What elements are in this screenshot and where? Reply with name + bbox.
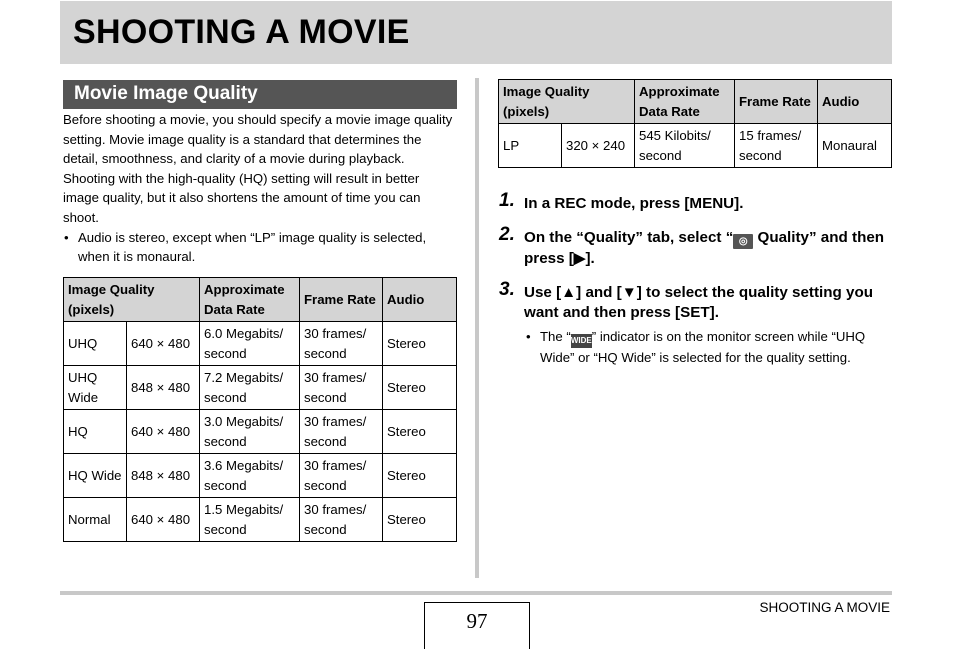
table-header-row <box>499 80 892 124</box>
cell-pixels: 320 × 240 <box>562 124 635 168</box>
cell-rate: 6.0 Megabits/ second <box>200 322 300 366</box>
wide-indicator-icon: WIDE <box>571 334 592 348</box>
step-text-pre: On the “Quality” tab, select “ <box>524 229 734 246</box>
cell-mode: Normal <box>64 498 127 542</box>
step-text: Use [▲] and [▼] to select the quality setting you want and then press [SET]. <box>524 284 874 321</box>
cell-pixels: 640 × 480 <box>127 498 200 542</box>
steps-list <box>498 190 898 368</box>
audio-note <box>63 228 457 267</box>
cell-rate: 3.6 Megabits/ second <box>200 454 300 498</box>
step-number: 3. <box>499 279 515 300</box>
cell-frames: 15 frames/ second <box>735 124 818 168</box>
step-3-note <box>498 327 898 368</box>
table-row <box>499 124 892 168</box>
cell-mode: HQ <box>64 410 127 454</box>
cell-pixels: 848 × 480 <box>127 454 200 498</box>
audio-note-text: Audio is stereo, except when “LP” image quality is selected, when it is monaural. <box>78 229 427 264</box>
header-data-rate: Approximate Data Rate <box>200 278 300 322</box>
column-divider <box>475 78 479 578</box>
header-quality: Image Quality (pixels) <box>64 278 200 322</box>
step-2 <box>498 224 898 269</box>
quality-table <box>63 277 457 542</box>
cell-mode: UHQ Wide <box>64 366 127 410</box>
step-1 <box>498 190 898 214</box>
page-title: SHOOTING A MOVIE <box>73 13 410 51</box>
cell-rate: 3.0 Megabits/ second <box>200 410 300 454</box>
note-text-post: ” indicator is on the monitor screen while “UHQ Wide” or “HQ Wide” is selected for the quality setting. <box>540 329 866 365</box>
intro-paragraph: Before shooting a movie, you should specify a movie image quality setting. Movie image quality is a standard that determines the detail, smoothness, and clarity of a movie during playback. Shooting with the high-quality (HQ) setting will result in better image quality, but it also shortens the amount of time you can shoot. <box>63 112 453 225</box>
table-row <box>64 366 457 410</box>
step-text-post: Quality” and then press [▶]. <box>524 229 885 267</box>
table-row <box>64 498 457 542</box>
header-quality: Image Quality (pixels) <box>499 80 635 124</box>
cell-mode: LP <box>499 124 562 168</box>
cell-frames: 30 frames/ second <box>300 498 383 542</box>
cell-audio: Stereo <box>383 410 457 454</box>
header-frame-rate: Frame Rate <box>735 80 818 124</box>
table-row <box>64 410 457 454</box>
header-audio: Audio <box>383 278 457 322</box>
lp-quality-table <box>498 79 892 168</box>
table-header-row <box>64 278 457 322</box>
cell-frames: 30 frames/ second <box>300 454 383 498</box>
step-number: 1. <box>499 190 515 211</box>
table-row <box>64 454 457 498</box>
header-frame-rate: Frame Rate <box>300 278 383 322</box>
bullet-icon: • <box>64 229 69 245</box>
cell-pixels: 640 × 480 <box>127 322 200 366</box>
cell-mode: UHQ <box>64 322 127 366</box>
section-heading: Movie Image Quality <box>63 80 457 109</box>
header-audio: Audio <box>818 80 892 124</box>
cell-frames: 30 frames/ second <box>300 410 383 454</box>
cell-audio: Monaural <box>818 124 892 168</box>
step-text: In a REC mode, press [MENU]. <box>524 195 744 212</box>
cell-mode: HQ Wide <box>64 454 127 498</box>
header-data-rate: Approximate Data Rate <box>635 80 735 124</box>
footer-title: SHOOTING A MOVIE <box>759 600 890 615</box>
cell-rate: 1.5 Megabits/ second <box>200 498 300 542</box>
bullet-icon: • <box>526 329 531 344</box>
note-text-pre: The “ <box>540 329 571 344</box>
left-column <box>63 80 457 266</box>
cell-audio: Stereo <box>383 454 457 498</box>
movie-quality-icon: ◎ <box>733 234 753 249</box>
cell-pixels: 640 × 480 <box>127 410 200 454</box>
cell-audio: Stereo <box>383 322 457 366</box>
step-3 <box>498 279 898 323</box>
cell-audio: Stereo <box>383 366 457 410</box>
cell-pixels: 848 × 480 <box>127 366 200 410</box>
cell-audio: Stereo <box>383 498 457 542</box>
cell-rate: 545 Kilobits/ second <box>635 124 735 168</box>
table-row <box>64 322 457 366</box>
cell-frames: 30 frames/ second <box>300 322 383 366</box>
title-bar <box>60 1 892 64</box>
page-number: 97 <box>424 602 530 649</box>
footer-rule <box>60 591 892 595</box>
cell-frames: 30 frames/ second <box>300 366 383 410</box>
step-number: 2. <box>499 224 515 245</box>
cell-rate: 7.2 Megabits/ second <box>200 366 300 410</box>
